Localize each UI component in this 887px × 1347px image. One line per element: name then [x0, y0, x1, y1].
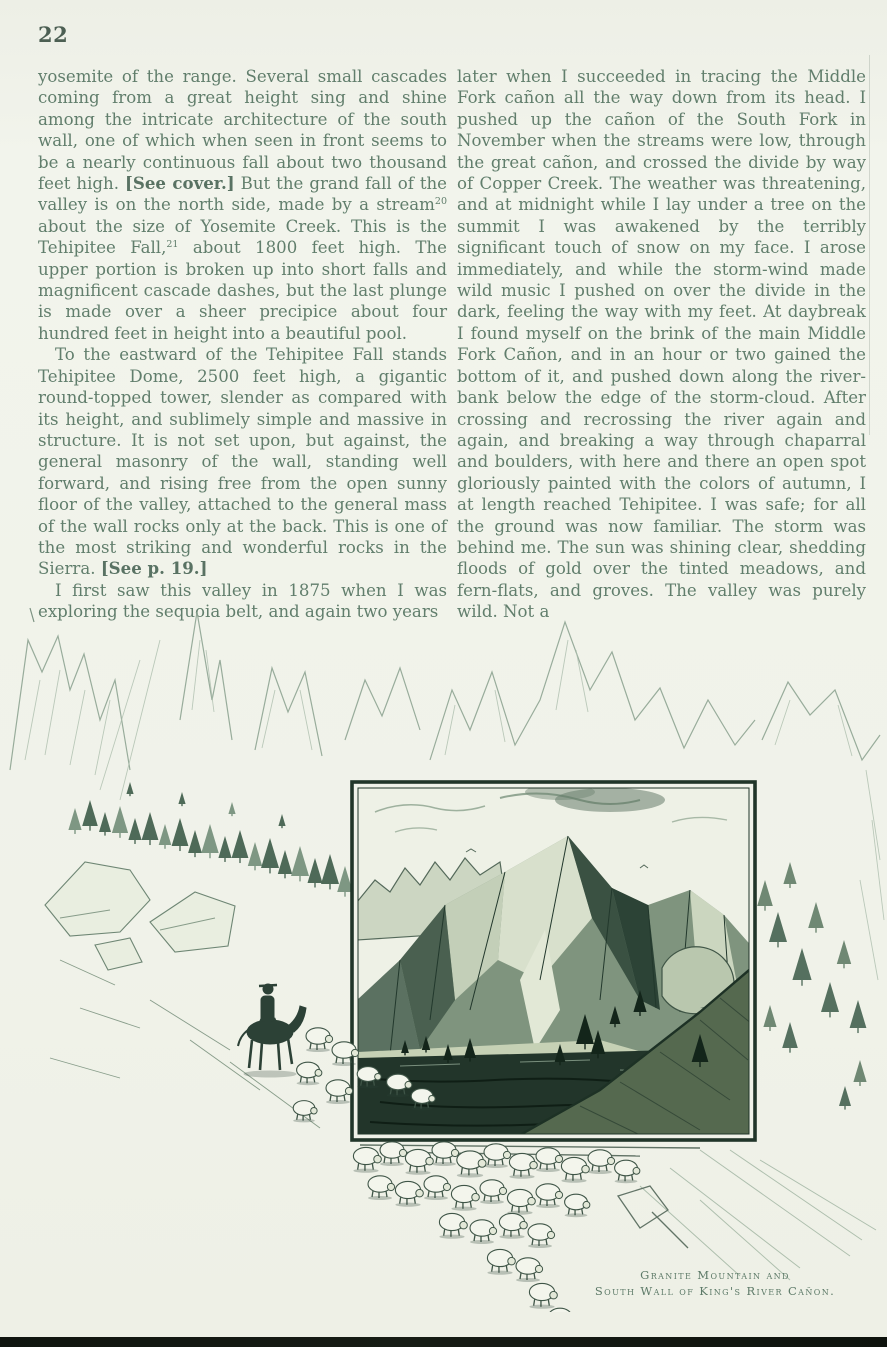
paragraph: To the eastward of the Tehipitee Fall stands Tehipitee Dome, 2500 feet high, a gigantic round-topped tower, slender as compared with its height, and sublimely simple and massive in structure. It is not set upon, but against, the general masonry of the wall, standing well forward, and rising free from the open sunny floor of the valley, attached to the general mass of the wall rocks only at the back. This is one of the most striking and wonderful rocks in the Sierra. [See p. 19.]	[38, 345, 447, 579]
caption-line-2: South Wall of King's River Cañon.	[594, 1284, 836, 1298]
boulders	[45, 862, 320, 1128]
left-column	[38, 66, 447, 623]
pine-trees-right	[757, 862, 866, 1110]
horseman	[238, 984, 306, 1077]
framed-inset	[352, 782, 755, 1140]
scan-bottom-bar	[0, 1337, 887, 1347]
paragraph: later when I succeeded in tracing the Middle Fork cañon all the way down from its head. I pushed up the cañon of the South Fork in November when the streams were low, through the great cañon, and crossed the divide by way of Copper Creek. The weather was threatening, and at midnight while I lay under a tree on the summit I was awakened by the terribly significant touch of snow on my face. I arose immediately, and while the storm-wind made wild music I pushed on over the divide in the dark, feeling the way with my feet. At daybreak I found myself on the brink of the main Middle Fork Cañon, and in an hour or two gained the bottom of it, and pushed down along the river-bank below the edge of the storm-cloud. After crossing and recrossing the river again and again, and breaking a way through chaparral and boulders, with here and there an open spot gloriously painted with the colors of autumn, I at length reached Tehipitee. I was safe; for all the ground was now familiar. The storm was behind me. The sun was shining clear, shedding floods of gold over the tinted meadows, and fern-flats, and groves. The valley was purely wild. Not a	[457, 67, 866, 622]
page-number: 22	[38, 22, 69, 47]
paragraph: I first saw this valley in 1875 when I was exploring the sequoia belt, and again two years	[38, 580, 447, 622]
text-columns	[38, 66, 866, 623]
right-column	[457, 66, 866, 623]
illustration-caption	[545, 1267, 885, 1299]
engraving-illustration	[0, 600, 887, 1312]
scan-edge-line	[869, 55, 870, 435]
stray-mark	[30, 608, 34, 622]
caption-line-1: Granite Mountain and	[640, 1268, 790, 1282]
paragraph: yosemite of the range. Several small cascades coming from a great height sing and shine among the intricate architecture of the south wall, one of which when seen in front seems to be a nearly continuous fall about two thousand feet high. [See cover.] But the grand fall of the valley is on the north side, made by a stream$^{20}$ about the size of Yosemite Creek. This is the Tehipitee Fall,$^{21}$ about 1800 feet high. The upper portion is broken up into short falls and magnificent cascade dashes, but the last plunge is made over a sheer precipice about four hundred feet in height into a beautiful pool.	[38, 67, 447, 343]
right-slope-hatching	[618, 1150, 876, 1280]
